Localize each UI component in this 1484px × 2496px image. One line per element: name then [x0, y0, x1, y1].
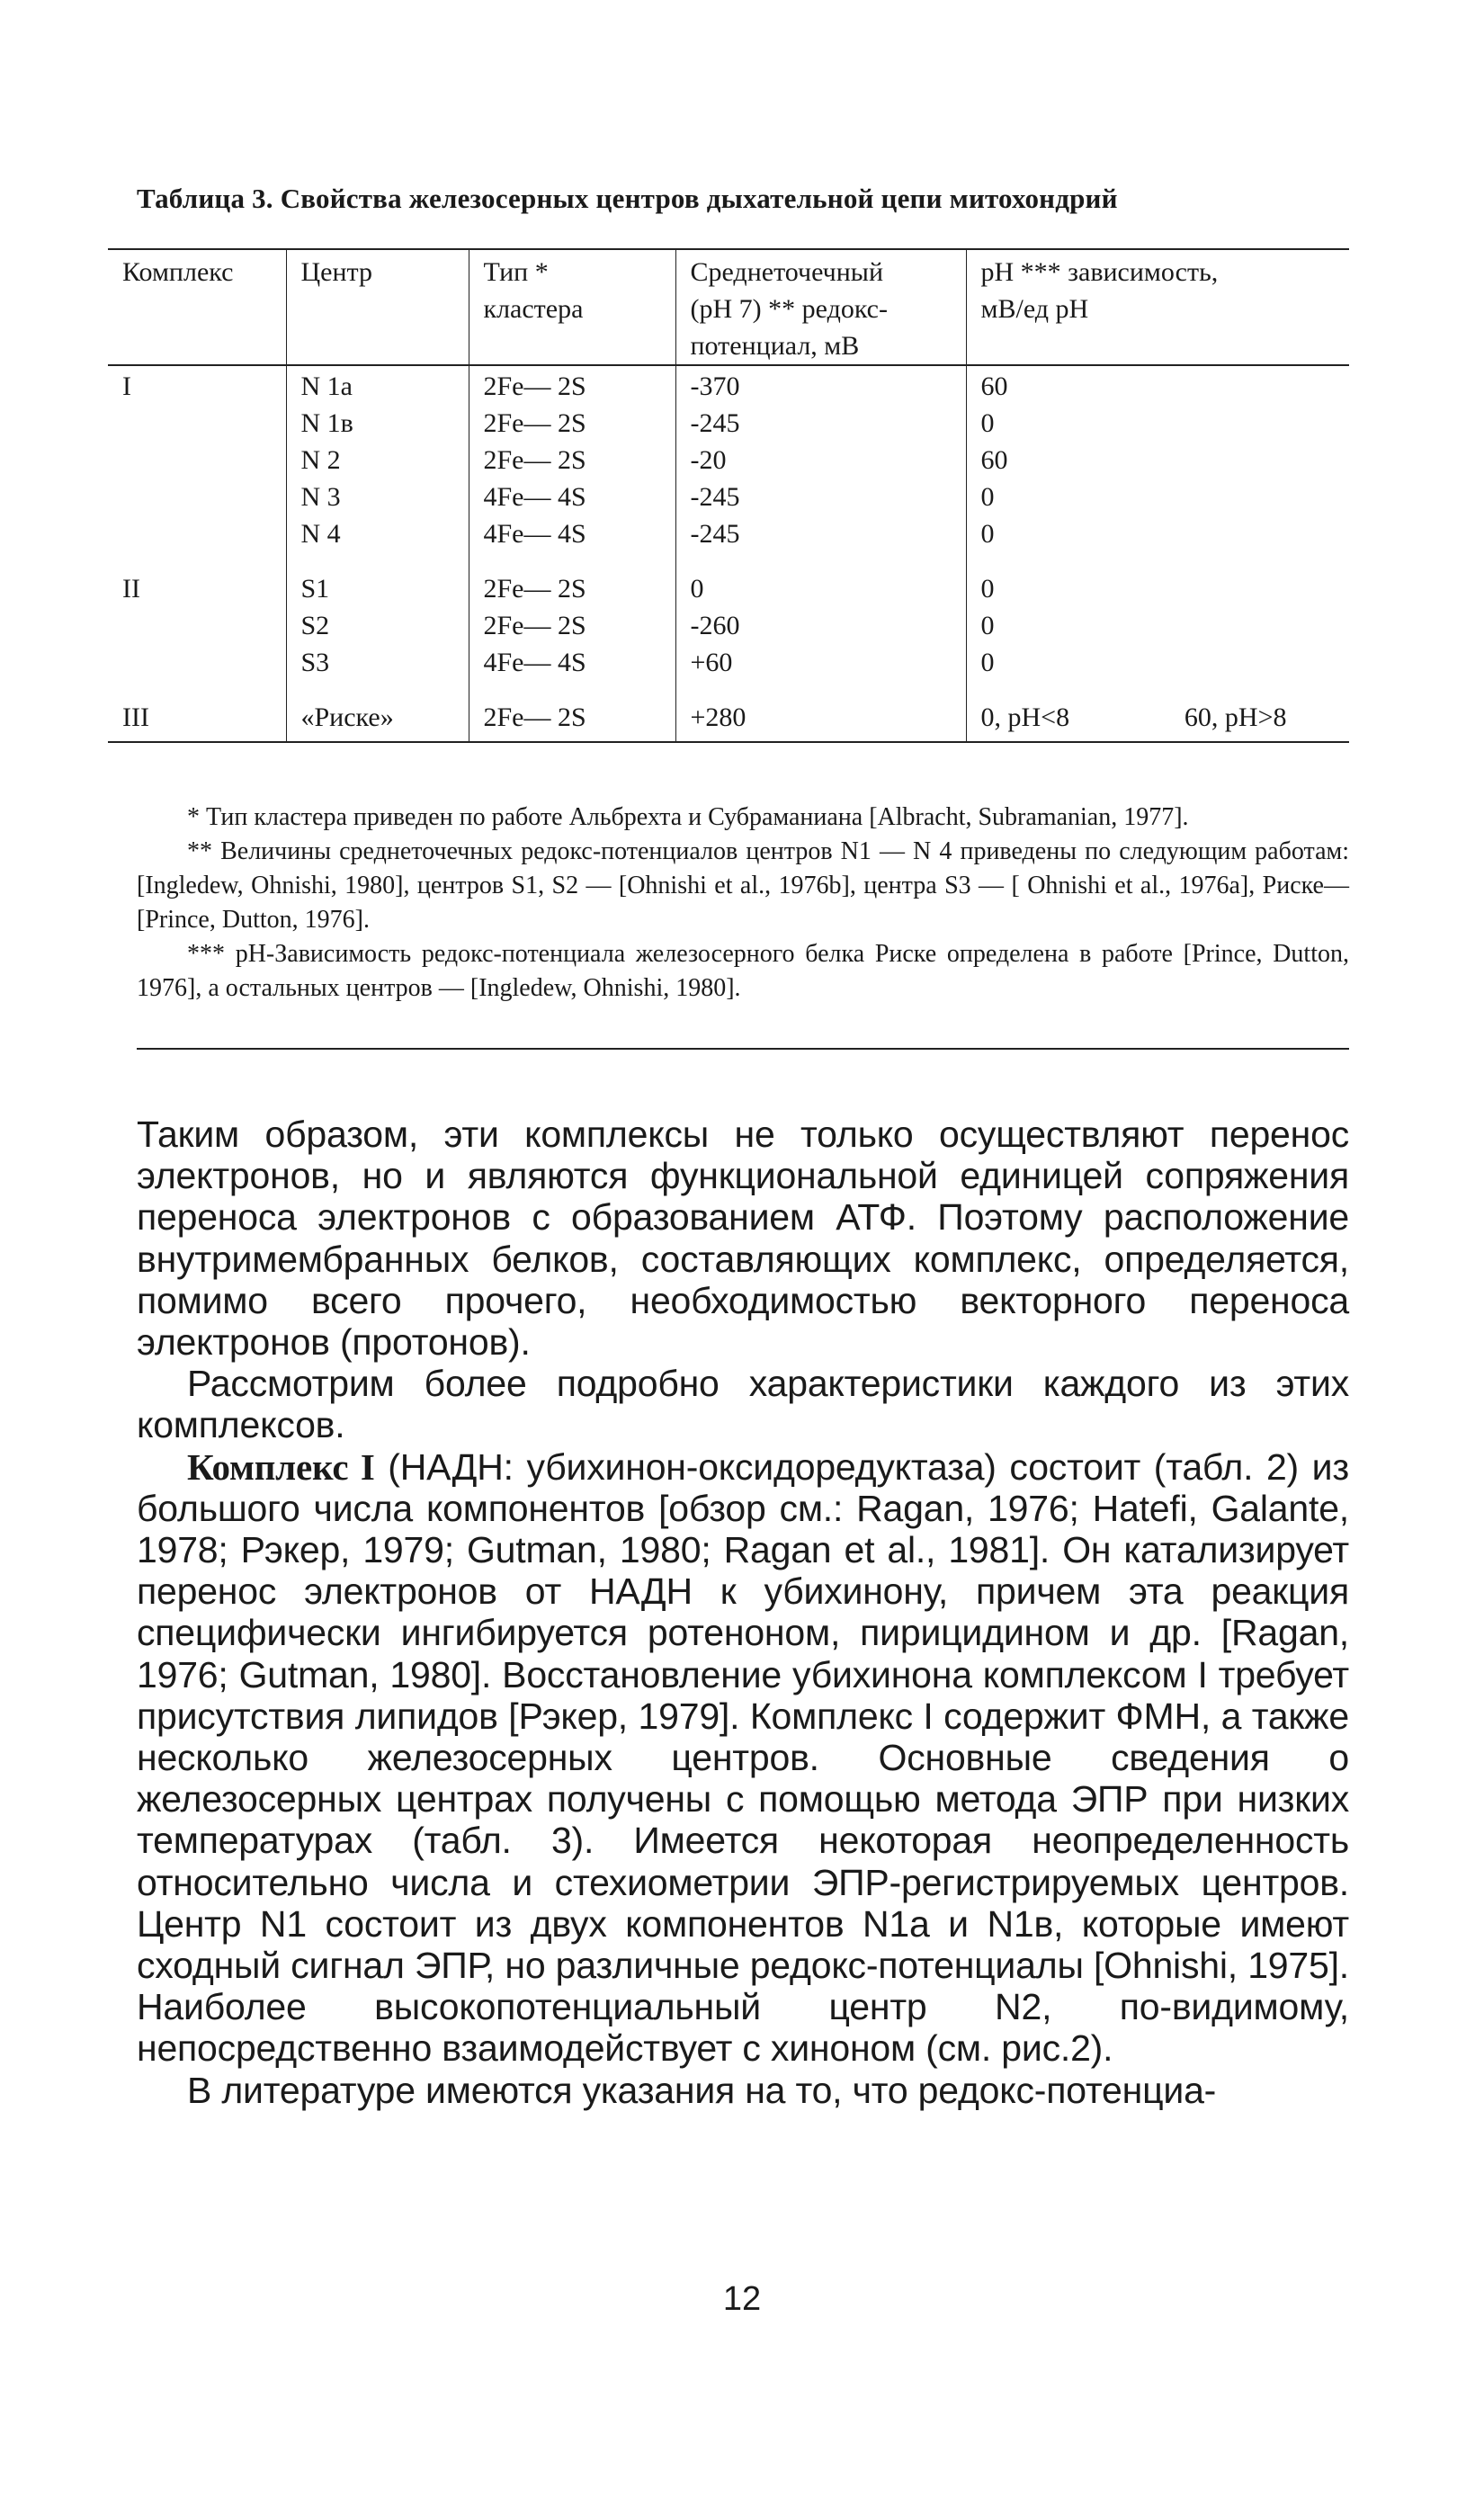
table-row: [108, 568, 1349, 697]
cell-potentials: -370 -245 -20 -245 -245: [675, 365, 966, 568]
header-center: Центр: [286, 249, 469, 365]
complex-i-heading: Комплекс I: [187, 1445, 375, 1488]
paragraph-3: [137, 1446, 1349, 2070]
footnote-2: ** Величины среднеточечных редокс-потенциалов центров N1 — N 4 приведены по следующим работам: [Ingledew, Ohnishi, 1980], центров S1, S2 — [Ohnishi et al., 1976b], центра S3 — [ Ohnishi et al., 1976a], Риске—[Prince, Dutton, 1976].: [137, 837, 1349, 934]
cell-types: 2Fe— 2S: [469, 697, 675, 742]
paragraph-1: Таким образом, эти комплексы не только осуществляют перенос электронов, но и являются функциональной единицей сопряжения переноса электронов с образованием АТФ. Поэтому расположение внутримембранных белков, составляющих комплекс, определяется, помимо всего прочего, необходимостью векторного переноса электронов (протонов).: [137, 1114, 1349, 1364]
header-complex: Комплекс: [108, 249, 286, 365]
table-row: [108, 697, 1349, 742]
cell-centers: S1 S2 S3: [286, 568, 469, 697]
table-header-row: [108, 249, 1349, 365]
header-cluster-type: Тип * кластера: [469, 249, 675, 365]
cell-centers: N 1а N 1в N 2 N 3 N 4: [286, 365, 469, 568]
cell-types: 2Fe— 2S 2Fe— 2S 2Fe— 2S 4Fe— 4S 4Fe— 4S: [469, 365, 675, 568]
cell-complex: I: [108, 365, 286, 568]
header-midpoint-potential: Среднеточечный (pH 7) ** редокс- потенциал, мВ: [675, 249, 966, 365]
footnotes-divider: [137, 1048, 1349, 1050]
ph-below-8: 0, pH<8: [980, 702, 1070, 732]
paragraph-3-text: (НАДН: убихинон-оксидоредуктаза) состоит (табл. 2) из большого числа компонентов [обзор см.: Ragan, 1976; Hatefi, Galante, 1978; Рэкер, 1979; Gutman, 1980; Ragan et al., 1981]. Он катализирует перенос электронов от НАДН к убихинону, причем эта реакция специфически ингибируется ротеноном, пирицидином и др. [Ragan, 1976; Gutman, 1980]. Восстановление убихинона комплексом I требует присутствия липидов [Рэкер, 1979]. Комплекс I содержит ФМН, а также несколько железосерных центров. Основные сведения о железосерных центрах получены с помощью метода ЭПР при низких температурах (табл. 3). Имеется некоторая неопределенность относительно числа и стехиометрии ЭПР-регистрируемых центров. Центр N1 состоит из двух компонентов N1а и N1в, которые имеют сходный сигнал ЭПР, но различные редокс-потенциалы [Ohnishi, 1975]. Наиболее высокопотенциальный центр N2, по-видимому, непосредственно взаимодействует с хиноном (см. рис.2).: [137, 1445, 1349, 2070]
cell-potentials: +280: [675, 697, 966, 742]
footnote-1: * Тип кластера приведен по работе Альбрехта и Субраманиана [Albracht, Subramanian, 1977].: [187, 803, 1189, 831]
cell-complex: II: [108, 568, 286, 697]
cell-types: 2Fe— 2S 2Fe— 2S 4Fe— 4S: [469, 568, 675, 697]
ph-above-8: 60, pH>8: [1184, 702, 1287, 732]
paragraph-2: Рассмотрим более подробно характеристики каждого из этих комплексов.: [137, 1363, 1349, 1446]
cell-potentials: 0 -260 +60: [675, 568, 966, 697]
cell-ph: 60 0 60 0 0: [980, 371, 1008, 549]
cell-ph: [966, 697, 1349, 742]
body-text: [137, 1114, 1349, 2111]
page-number: 12: [722, 2280, 762, 2318]
footnote-3: *** pH-Зависимость редокс-потенциала железосерного белка Риске определена в работе [Prince, Dutton, 1976], а остальных центров — [Ingledew, Ohnishi, 1980].: [137, 940, 1349, 1002]
table-title: Таблица 3. Свойства железосерных центров дыхательной цепи митохондрий: [137, 183, 1118, 214]
cell-ph: 0 0 0: [980, 574, 995, 677]
cell-centers: «Риске»: [286, 697, 469, 742]
cell-complex: III: [108, 697, 286, 742]
paragraph-4: В литературе имеются указания на то, что редокс-потенциа-: [187, 2069, 1217, 2111]
iron-sulfur-table: [108, 248, 1349, 743]
header-ph-dependence: pH *** зависимость, мВ/ед pH: [980, 257, 1219, 324]
table-footnotes: [137, 801, 1349, 1006]
table-row: [108, 365, 1349, 568]
